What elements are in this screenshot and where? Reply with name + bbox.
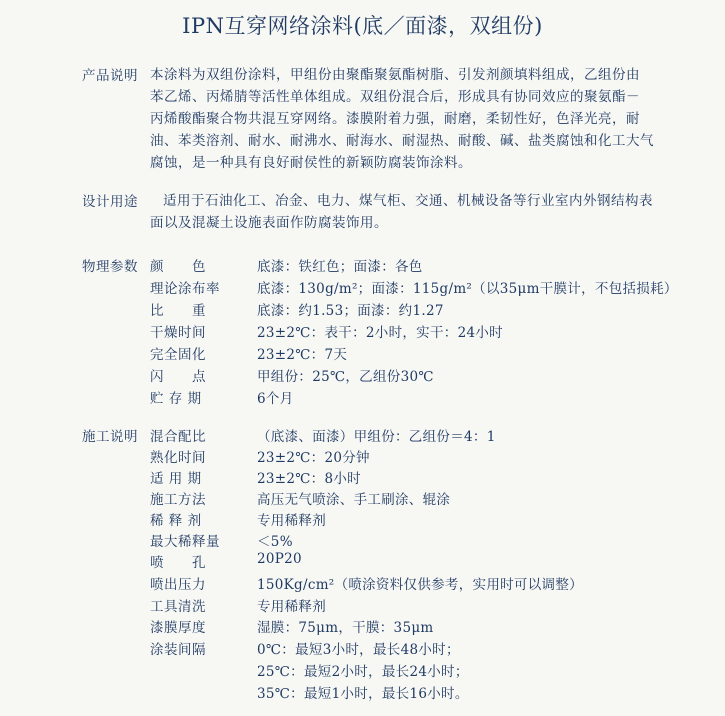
physical-row <box>0 343 725 365</box>
param-value: 专用稀释剂 <box>257 513 326 529</box>
param-key: 完全固化 <box>150 347 206 363</box>
param-value: 6个月 <box>257 391 294 407</box>
description-text <box>150 64 685 174</box>
param-value: 0℃：最短3小时，最长48小时； <box>257 642 460 658</box>
param-key: 颜 色 <box>150 259 206 275</box>
physical-row <box>0 387 725 409</box>
application-row <box>0 595 725 617</box>
application-row <box>0 573 725 595</box>
param-value: 专用稀释剂 <box>257 599 326 615</box>
param-key: 稀 释 剂 <box>150 513 202 529</box>
param-key: 工具清洗 <box>150 599 206 615</box>
application-row <box>0 530 725 552</box>
application-row <box>0 467 725 489</box>
param-value: 甲组份：25℃，乙组份30℃ <box>257 369 434 385</box>
param-value: 23±2℃：7天 <box>257 347 348 363</box>
physical-row <box>0 299 725 321</box>
param-value: 23±2℃：8小时 <box>257 471 361 487</box>
physical-row <box>0 321 725 343</box>
param-key: 闪 点 <box>150 369 206 385</box>
param-key: 理论涂布率 <box>150 281 220 297</box>
param-value: 35℃：最短1小时，最长16小时。 <box>257 686 469 702</box>
document-title: IPN互穿网络涂料(底／面漆，双组份) <box>182 14 543 38</box>
application-row <box>0 551 725 573</box>
section-label-application: 施工说明 <box>82 429 138 445</box>
param-value: 高压无气喷涂、手工刷涂、辊涂 <box>257 492 451 508</box>
section-label-description: 产品说明 <box>82 68 138 84</box>
param-key: 贮 存 期 <box>150 391 202 407</box>
description-line: 丙烯酸酯聚合物共混互穿网络。漆膜附着力强，耐磨，柔韧性好，色泽光亮，耐 <box>150 111 640 127</box>
param-value: （底漆、面漆）甲组份：乙组份＝4：1 <box>257 429 496 445</box>
application-row <box>0 425 725 447</box>
description-line: 苯乙烯、丙烯腈等活性单体组成。双组份混合后，形成具有协同效应的聚氨酯－ <box>150 89 640 105</box>
description-line: 油、苯类溶剂、耐水、耐沸水、耐海水、耐湿热、耐酸、碱、盐类腐蚀和化工大气 <box>150 133 654 149</box>
param-key: 比 重 <box>150 303 206 319</box>
param-key: 漆膜厚度 <box>150 620 206 636</box>
application-row <box>0 638 725 660</box>
param-key: 喷 孔 <box>150 555 206 571</box>
param-value: 湿膜：75μm，干膜：35μm <box>257 620 434 636</box>
param-value: 23±2℃：20分钟 <box>257 450 370 466</box>
application-row <box>0 682 725 704</box>
param-key: 施工方法 <box>150 492 206 508</box>
application-row <box>0 509 725 531</box>
param-value: 底漆：约1.53；面漆：约1.27 <box>257 303 444 319</box>
application-row <box>0 488 725 510</box>
description-line: 本涂料为双组份涂料，甲组份由聚酯聚氨酯树脂、引发剂颜填料组成，乙组份由 <box>150 67 640 83</box>
section-label-physical: 物理参数 <box>82 259 138 275</box>
param-key: 混合配比 <box>150 429 206 445</box>
application-row <box>0 616 725 638</box>
physical-row <box>0 255 725 277</box>
param-value: 底漆：铁红色；面漆：各色 <box>257 259 423 275</box>
param-key: 熟化时间 <box>150 450 206 466</box>
param-value: 20P20 <box>257 551 302 567</box>
section-label-design-use: 设计用途 <box>82 194 138 210</box>
param-key: 涂装间隔 <box>150 642 206 658</box>
design-use-text <box>150 190 685 234</box>
description-line: 腐蚀，是一种具有良好耐侯性的新颖防腐装饰涂料。 <box>150 155 472 171</box>
param-key: 干燥时间 <box>150 325 206 341</box>
application-row <box>0 660 725 682</box>
physical-row <box>0 365 725 387</box>
param-value: ＜5% <box>257 534 293 550</box>
param-value: 23±2℃：表干：2小时，实干：24小时 <box>257 325 503 341</box>
param-value: 25℃：最短2小时，最长24小时； <box>257 664 469 680</box>
design-use-line: 面以及混凝土设施表面作防腐装饰用。 <box>150 215 388 231</box>
physical-row <box>0 277 725 299</box>
param-key: 最大稀释量 <box>150 534 220 550</box>
param-key: 适 用 期 <box>150 471 202 487</box>
param-value: 150Kg/cm²（喷涂资料仅供参考，实用时可以调整） <box>257 577 583 593</box>
design-use-line: 适用于石油化工、冶金、电力、煤气柜、交通、机械设备等行业室内外钢结构表 <box>163 193 653 209</box>
param-key: 喷出压力 <box>150 577 206 593</box>
param-value: 底漆：130g/m²；面漆：115g/m²（以35μm干膜计，不包括损耗） <box>257 281 678 297</box>
application-row <box>0 446 725 468</box>
